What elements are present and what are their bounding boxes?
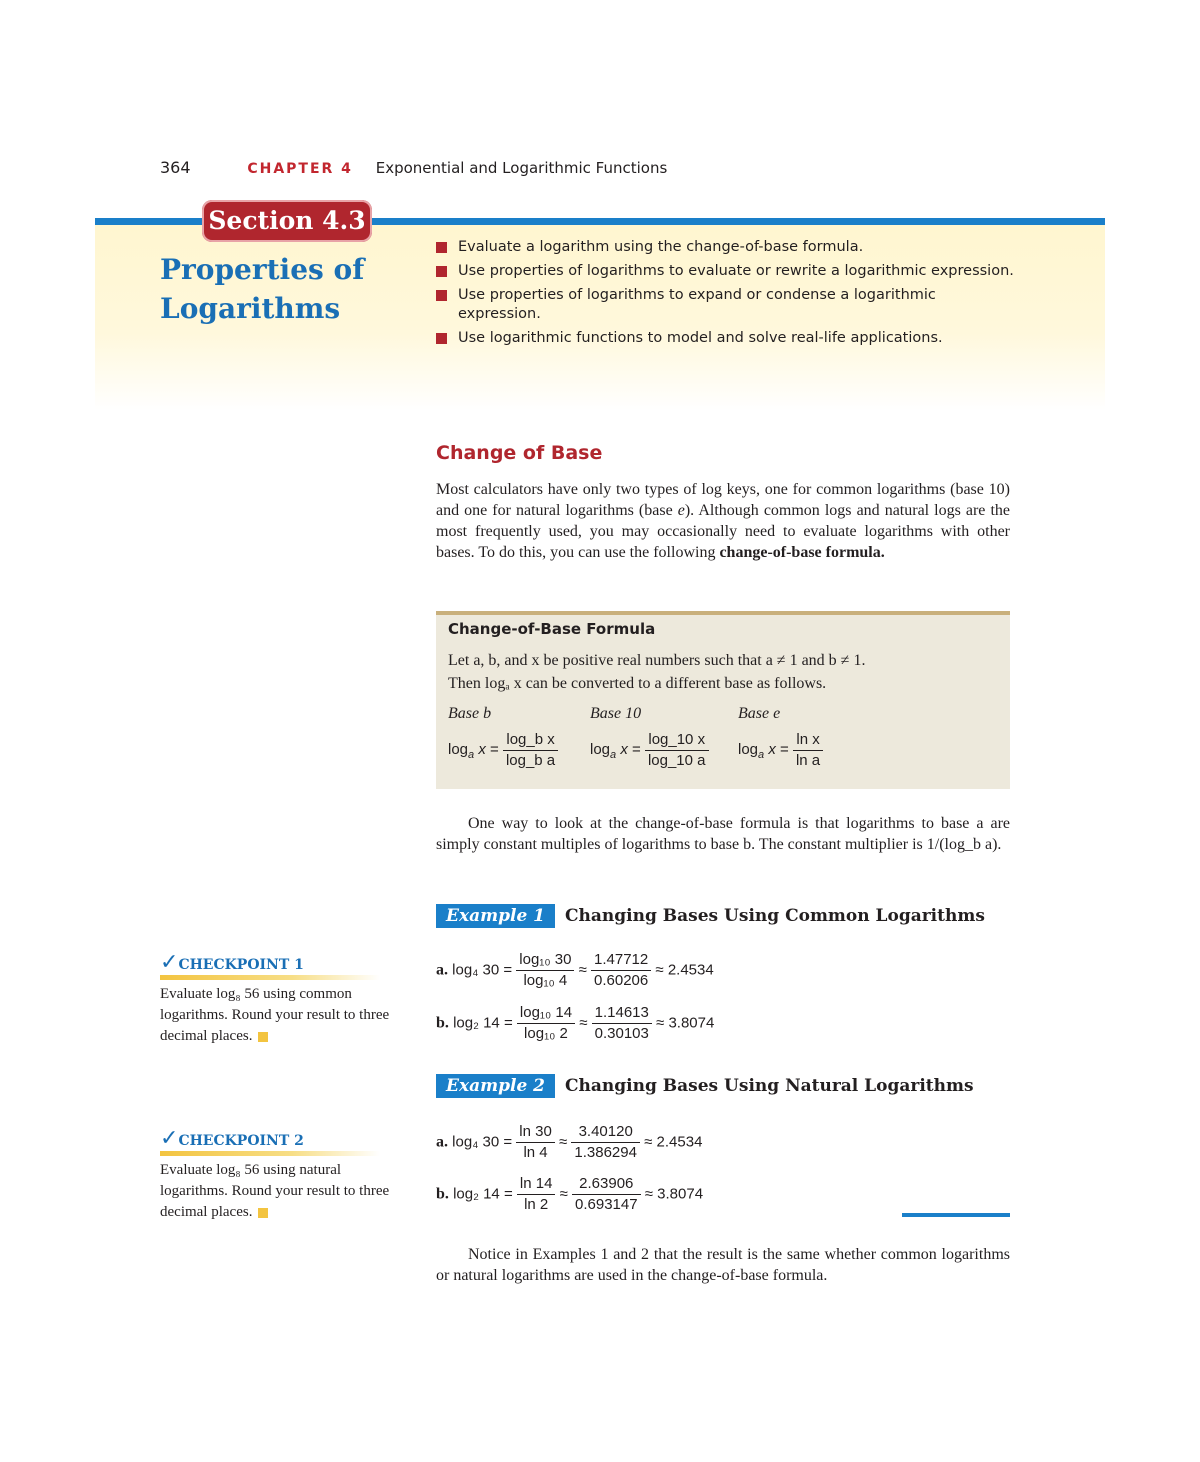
bullet-icon <box>436 242 447 253</box>
subsection-heading: Change of Base <box>436 442 603 464</box>
checkpoint-bar <box>160 975 380 980</box>
body-paragraph: One way to look at the change-of-base formula is that logarithms to base a are simply constant multiples of logarithms to base b. The constant multiplier is 1/(log_b a). <box>436 815 1010 853</box>
checkpoint-bar <box>160 1151 380 1156</box>
checkpoint-1-heading: ✓CHECKPOINT 1 <box>160 950 304 975</box>
objective-item: Evaluate a logarithm using the change-of-base formula. <box>436 238 1016 257</box>
checkpoint-2-heading: ✓CHECKPOINT 2 <box>160 1126 304 1151</box>
example-1b: b. log₂ 14 = $\frac{\text{log₁₀ 14}}{\text{log₁₀ 2}}$ ≈ $\frac{1.14613}{0.30103}$ ≈ 3.8074 <box>436 1004 715 1042</box>
intro-paragraph: Most calculators have only two types of log keys, one for common logarithms (base 10) and one for natural logarithms (base e). Although common logs and natural logs are the most frequently used, you may occasionally need to evaluate logarithms with other bases. To do this, you can use the following change-of-base formula. <box>436 481 1011 561</box>
formula-base-10: $\log_a x$ = $\frac{\log\_10 x}{\log\_10 a}$ <box>590 730 709 771</box>
checkpoint-1-text: Evaluate log₈ 56 using common logarithms. Round your result to three decimal places. <box>160 986 390 1044</box>
bullet-icon <box>436 266 447 277</box>
section-badge: Section 4.3 <box>202 200 372 242</box>
learning-objectives <box>436 238 1016 353</box>
example-2-header <box>436 1076 974 1096</box>
example-tag: Example 2 <box>436 1074 555 1098</box>
example-1-header <box>436 906 985 926</box>
column-head-base-e: Base e <box>738 705 781 722</box>
column-head-base-b: Base b <box>448 705 492 722</box>
example-title: Changing Bases Using Natural Logarithms <box>565 1076 974 1096</box>
formula-base-b: $\log_a x$ = $\frac{\text{log\_b x}}{\text{log\_b a}}$ <box>448 730 558 771</box>
objective-item: Use properties of logarithms to evaluate or rewrite a logarithmic expression. <box>436 262 1016 281</box>
page-number: 364 <box>160 158 191 177</box>
objective-item: Use properties of logarithms to expand or condense a logarithmic expression. <box>436 286 1016 324</box>
example-title: Changing Bases Using Common Logarithms <box>565 906 985 926</box>
closing-paragraph: Notice in Examples 1 and 2 that the result is the same whether common logarithms or natural logarithms are used in the change-of-base formula. <box>436 1246 1010 1284</box>
checkmark-icon: ✓ <box>160 1126 179 1151</box>
bullet-icon <box>436 290 447 301</box>
formula-line-1: Let a, b, and x be positive real numbers such that a ≠ 1 and b ≠ 1. <box>448 652 866 669</box>
objective-item: Use logarithmic functions to model and solve real-life applications. <box>436 329 1016 348</box>
chapter-title: Exponential and Logarithmic Functions <box>375 159 668 177</box>
example-2b: b. log₂ 14 = $\frac{\ln 14}{\ln 2}$ ≈ $\frac{2.63906}{0.693147}$ ≈ 3.8074 <box>436 1175 704 1213</box>
formula-base-e: $\log_a x$ = $\frac{\text{ln x}}{\text{ln a}}$ <box>738 730 823 771</box>
end-mark-icon <box>258 1208 268 1218</box>
bullet-icon <box>436 333 447 344</box>
end-mark-icon <box>258 1032 268 1042</box>
example-2a: a. log₄ 30 = $\frac{\ln 30}{\ln 4}$ ≈ $\frac{3.40120}{1.386294}$ ≈ 2.4534 <box>436 1123 703 1161</box>
section-title: Properties of Logarithms <box>160 253 365 325</box>
checkmark-icon: ✓ <box>160 950 179 975</box>
example-end-rule <box>902 1213 1010 1217</box>
running-header <box>160 158 667 177</box>
chapter-label: CHAPTER 4 <box>247 161 353 177</box>
example-1a: a. log₄ 30 = $\frac{\text{log₁₀ 30}}{\text{log₁₀ 4}}$ ≈ $\frac{1.47712}{0.60206}$ ≈ 2.4534 <box>436 951 714 989</box>
checkpoint-2-text: Evaluate log₈ 56 using natural logarithms. Round your result to three decimal places. <box>160 1162 390 1220</box>
formula-box-title: Change-of-Base Formula <box>448 620 656 638</box>
column-head-base-10: Base 10 <box>590 705 642 722</box>
example-tag: Example 1 <box>436 904 555 928</box>
formula-line-2: Then logₐ x can be converted to a different base as follows. <box>448 675 827 692</box>
